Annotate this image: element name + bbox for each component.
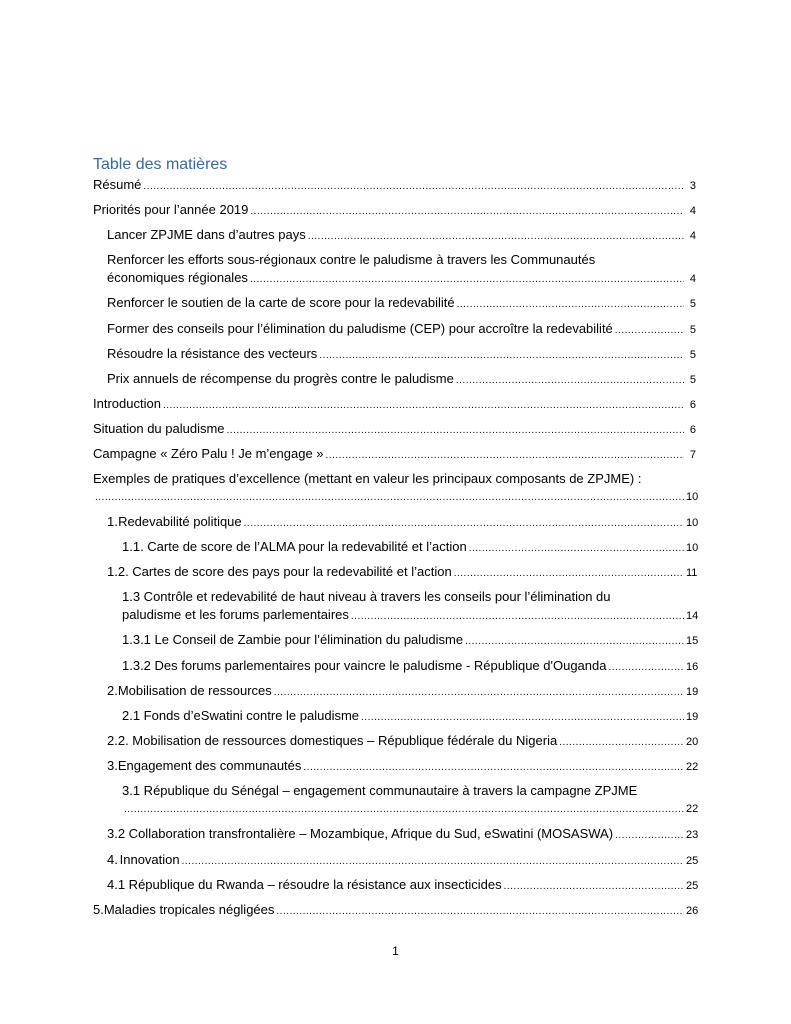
- entry-page: 4: [689, 273, 696, 285]
- toc-entry-campagne[interactable]: [93, 445, 696, 465]
- entry-label: 3.2 Collaboration transfrontalière – Mozambique, Afrique du Sud, eSwatini (MOSASWA): [107, 826, 614, 841]
- entry-label: 2.1 Fonds d’eSwatini contre le paludisme: [122, 708, 360, 723]
- entry-page: 5: [689, 298, 696, 310]
- entry-label: 1.3.1 Le Conseil de Zambie pour l’élimination du paludisme: [122, 632, 464, 647]
- entry-page: 11: [686, 567, 698, 579]
- entry-label: Prix annuels de récompense du progrès contre le paludisme: [107, 371, 454, 386]
- toc-entry-1-2[interactable]: [107, 563, 696, 583]
- toc-entry-4-1[interactable]: [107, 876, 699, 896]
- entry-label: 1.1. Carte de score de l’ALMA pour la redevabilité et l’action: [122, 539, 467, 554]
- toc-entry-1-3-2[interactable]: [122, 657, 699, 677]
- toc-entry-priorites[interactable]: [93, 201, 696, 221]
- entry-label: paludisme et les forums parlementaires: [122, 607, 349, 622]
- entry-label: Priorités pour l’année 2019: [93, 202, 249, 217]
- toc-entry-1-3-1[interactable]: [122, 631, 699, 651]
- page-number: 1: [392, 944, 399, 958]
- toc-entry-prix[interactable]: [107, 370, 696, 390]
- dot-leader: [608, 659, 684, 677]
- entry-label: Situation du paludisme: [93, 421, 225, 436]
- dot-leader: [124, 801, 684, 819]
- dot-leader: [303, 759, 684, 777]
- entry-number: 1.: [107, 514, 118, 529]
- dot-leader: [559, 734, 684, 752]
- dot-leader: [615, 322, 684, 340]
- toc-entry-3-2[interactable]: [107, 825, 699, 845]
- entry-label: 2.2. Mobilisation de ressources domestiques – République fédérale du Nigeria: [107, 733, 558, 748]
- entry-label-line1: Renforcer les efforts sous-régionaux contre le paludisme à travers les Communautés: [107, 252, 596, 267]
- entry-number: 4.: [107, 852, 118, 867]
- entry-page: 19: [686, 711, 699, 723]
- toc-entry-resume[interactable]: [93, 176, 696, 196]
- dot-leader: [319, 347, 684, 365]
- entry-label: 1.2. Cartes de score des pays pour la redevabilité et l’action: [107, 564, 452, 579]
- entry-page: 5: [689, 349, 696, 361]
- entry-label: Redevabilité politique: [118, 514, 242, 529]
- entry-page: 20: [686, 736, 699, 748]
- entry-number: 5.: [93, 902, 104, 917]
- entry-page: 7: [689, 449, 696, 461]
- entry-number: 3.: [107, 758, 118, 773]
- entry-page: 22: [686, 803, 699, 815]
- dot-leader: [227, 422, 684, 440]
- toc-entry-1-1[interactable]: [122, 538, 699, 558]
- entry-page: 4: [689, 205, 696, 217]
- toc-entry-exemples[interactable]: [93, 470, 699, 507]
- entry-number: 2.: [107, 683, 118, 698]
- entry-page: 15: [686, 635, 699, 647]
- entry-page: 22: [686, 761, 699, 773]
- toc-entry-engagement[interactable]: [107, 757, 699, 777]
- dot-leader: [163, 397, 684, 415]
- toc-entry-2-2[interactable]: [107, 732, 699, 752]
- dot-leader: [469, 540, 684, 558]
- dot-leader: [308, 228, 684, 246]
- entry-page: 10: [686, 491, 699, 503]
- toc-entry-maladies[interactable]: [93, 901, 699, 921]
- entry-page: 6: [689, 424, 696, 436]
- dot-leader: [465, 633, 684, 651]
- entry-page: 4: [689, 230, 696, 242]
- dot-leader: [361, 709, 684, 727]
- toc-entry-3-1[interactable]: [122, 782, 699, 819]
- toc-entry-resoudre[interactable]: [107, 345, 696, 365]
- entry-label: 4.1 République du Rwanda – résoudre la résistance aux insecticides: [107, 877, 502, 892]
- entry-label: Résoudre la résistance des vecteurs: [107, 346, 318, 361]
- entry-label: Renforcer le soutien de la carte de score pour la redevabilité: [107, 295, 455, 310]
- entry-label: Innovation: [119, 852, 180, 867]
- toc-title: Table des matières: [93, 156, 228, 173]
- entry-label: Mobilisation de ressources: [117, 683, 272, 698]
- toc-entry-situation[interactable]: [93, 420, 696, 440]
- dot-leader: [95, 489, 684, 507]
- entry-label: Campagne « Zéro Palu ! Je m’engage »: [93, 446, 324, 461]
- dot-leader: [351, 608, 684, 626]
- toc-entry-introduction[interactable]: [93, 395, 696, 415]
- entry-page: 25: [686, 855, 699, 867]
- dot-leader: [454, 565, 684, 583]
- dot-leader: [276, 903, 684, 921]
- entry-page: 10: [686, 542, 699, 554]
- entry-page: 19: [686, 686, 699, 698]
- dot-leader: [326, 447, 684, 465]
- dot-leader: [244, 515, 684, 533]
- toc-entry-former-conseils[interactable]: [107, 320, 696, 340]
- entry-label: Résumé: [93, 177, 142, 192]
- entry-label: économiques régionales: [107, 270, 248, 285]
- toc-entry-mobilisation[interactable]: [107, 682, 699, 702]
- toc-entry-1-3[interactable]: [122, 588, 699, 626]
- dot-leader: [504, 878, 684, 896]
- toc-entry-lancer[interactable]: [107, 226, 696, 246]
- entry-label: 1.3.2 Des forums parlementaires pour vaincre le paludisme - République d'Ouganda: [122, 658, 607, 673]
- toc-entry-2-1[interactable]: [122, 707, 699, 727]
- entry-label-line1: Exemples de pratiques d’excellence (mettant en valeur les principaux composants de ZPJME) :: [93, 471, 642, 486]
- entry-label: Former des conseils pour l’élimination du paludisme (CEP) pour accroître la redevabilité: [107, 321, 613, 336]
- toc-entry-redevabilite-politique[interactable]: [107, 513, 699, 533]
- entry-page: 5: [689, 324, 696, 336]
- toc-entry-renforcer-efforts[interactable]: [107, 251, 696, 289]
- entry-page: 14: [686, 610, 699, 622]
- dot-leader: [456, 372, 684, 390]
- dot-leader: [250, 203, 684, 221]
- entry-page: 10: [686, 517, 699, 529]
- entry-label-line1: 1.3 Contrôle et redevabilité de haut niveau à travers les conseils pour l’élimination du: [122, 589, 611, 604]
- entry-label: Introduction: [93, 396, 161, 411]
- entry-page: 3: [689, 180, 696, 192]
- dot-leader: [250, 271, 684, 289]
- entry-label: Lancer ZPJME dans d’autres pays: [107, 227, 306, 242]
- dot-leader: [274, 684, 684, 702]
- dot-leader: [457, 296, 684, 314]
- toc-entry-innovation[interactable]: [107, 851, 699, 871]
- toc-entry-renforcer-soutien[interactable]: [107, 294, 696, 314]
- entry-page: 26: [686, 905, 699, 917]
- entry-label: Engagement des communautés: [117, 758, 302, 773]
- entry-label-line1: 3.1 République du Sénégal – engagement communautaire à travers la campagne ZPJME: [122, 783, 638, 798]
- entry-page: 5: [689, 374, 696, 386]
- entry-page: 6: [689, 399, 696, 411]
- dot-leader: [143, 178, 684, 196]
- dot-leader: [182, 853, 684, 871]
- entry-page: 25: [686, 880, 699, 892]
- dot-leader: [615, 827, 684, 845]
- entry-page: 23: [686, 829, 699, 841]
- entry-label: Maladies tropicales négligées: [103, 902, 275, 917]
- entry-page: 16: [686, 661, 699, 673]
